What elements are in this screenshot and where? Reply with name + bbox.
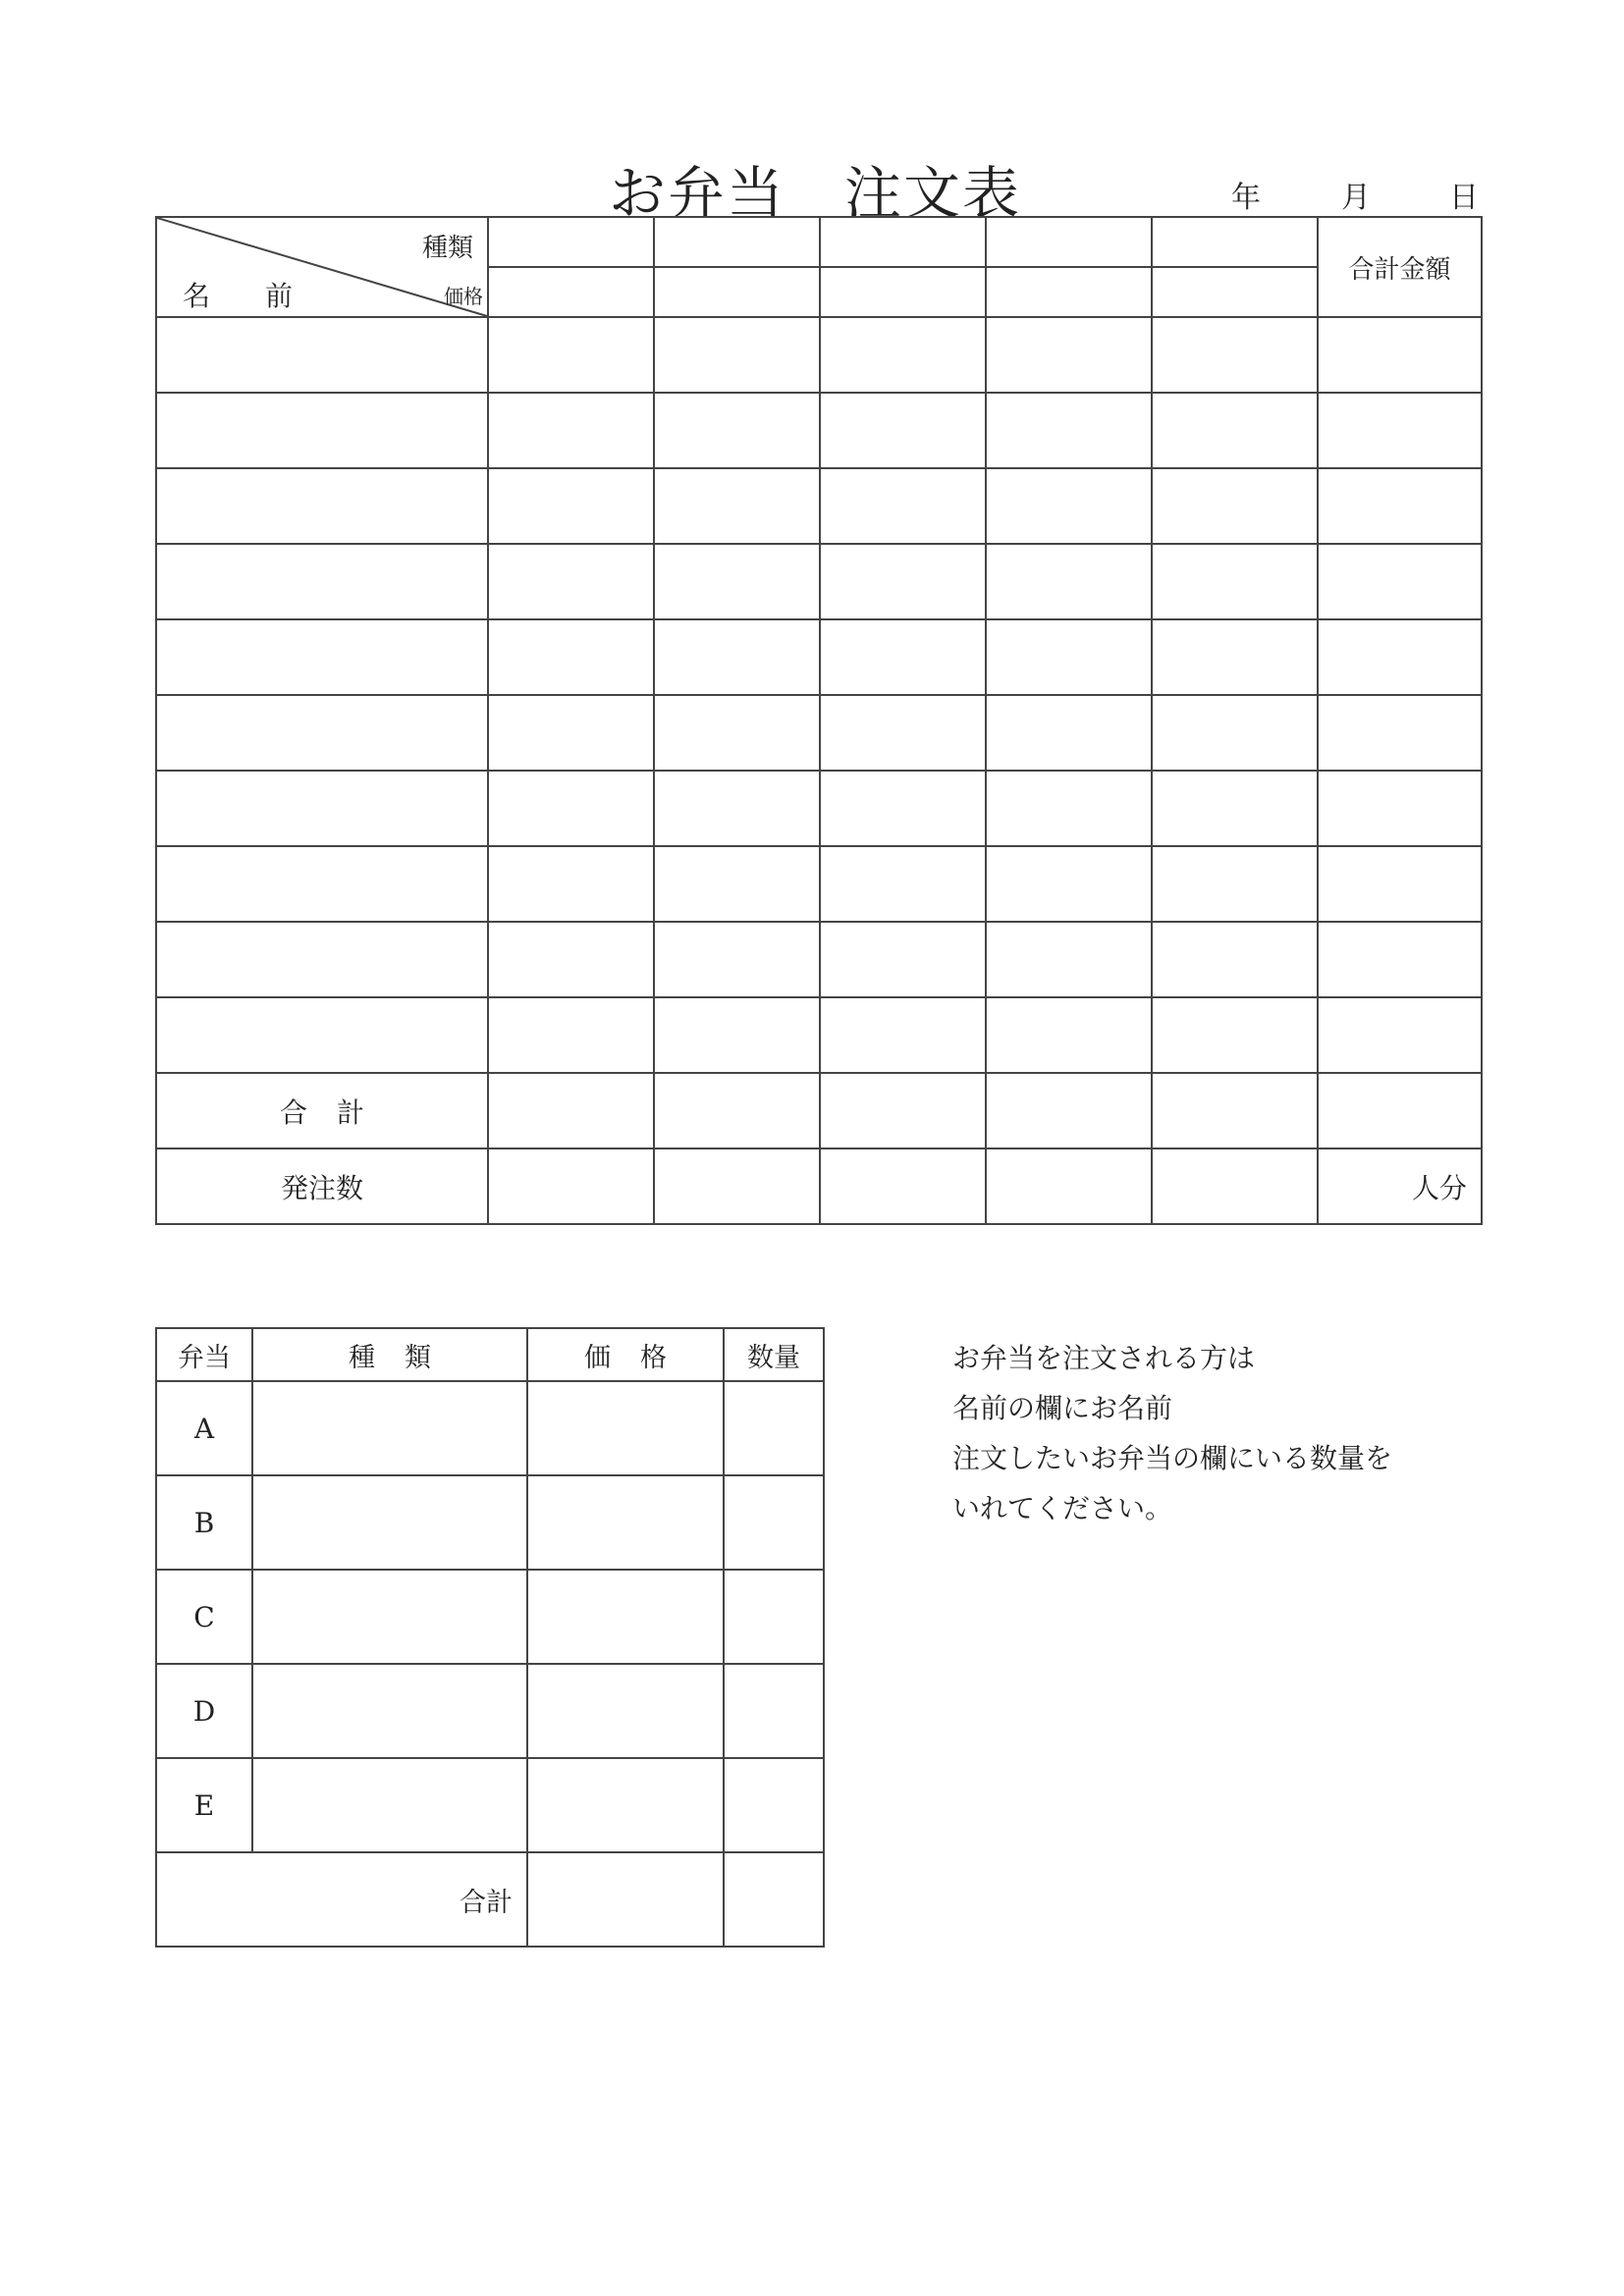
menu-type-cell[interactable] xyxy=(252,1570,527,1664)
order-row xyxy=(156,846,1482,922)
menu-type-cell[interactable] xyxy=(252,1475,527,1570)
date-day-label: 日 xyxy=(1449,181,1479,215)
quantity-cell[interactable] xyxy=(1152,393,1318,468)
quantity-cell[interactable] xyxy=(986,317,1152,393)
menu-header-price: 価格 xyxy=(527,1328,724,1381)
count-cell[interactable] xyxy=(1152,1148,1318,1224)
order-header-row-type xyxy=(156,217,1482,267)
menu-row-letter: C xyxy=(156,1570,252,1664)
name-cell[interactable] xyxy=(156,695,488,771)
order-count-unit: 人分 xyxy=(1318,1148,1482,1224)
quantity-cell[interactable] xyxy=(820,922,986,997)
total-cell[interactable] xyxy=(820,1073,986,1148)
row-total-cell[interactable] xyxy=(1318,771,1482,846)
quantity-cell[interactable] xyxy=(820,619,986,695)
price-cell[interactable] xyxy=(986,267,1152,317)
order-table xyxy=(155,216,1483,1225)
note-line: いれてください。 xyxy=(952,1492,1173,1524)
count-cell[interactable] xyxy=(820,1148,986,1224)
quantity-cell[interactable] xyxy=(1152,468,1318,544)
order-row xyxy=(156,771,1482,846)
corner-name-label: 名前 xyxy=(183,280,349,312)
count-cell[interactable] xyxy=(654,1148,820,1224)
quantity-cell[interactable] xyxy=(654,317,820,393)
corner-type-label: 種類 xyxy=(421,234,473,263)
name-cell[interactable] xyxy=(156,468,488,544)
quantity-cell[interactable] xyxy=(1152,695,1318,771)
menu-row-letter: A xyxy=(156,1381,252,1475)
quantity-cell[interactable] xyxy=(488,393,654,468)
menu-header-bento: 弁当 xyxy=(156,1328,252,1381)
order-row xyxy=(156,619,1482,695)
quantity-cell[interactable] xyxy=(820,317,986,393)
name-cell[interactable] xyxy=(156,544,488,619)
menu-total-label: 合計 xyxy=(156,1852,527,1947)
price-cell[interactable] xyxy=(820,267,986,317)
menu-price-cell[interactable] xyxy=(527,1758,724,1852)
price-cell[interactable] xyxy=(488,267,654,317)
menu-qty-cell[interactable] xyxy=(724,1758,824,1852)
total-cell[interactable] xyxy=(1318,1073,1482,1148)
instruction-note xyxy=(952,1333,1392,1533)
quantity-cell[interactable] xyxy=(820,846,986,922)
quantity-cell[interactable] xyxy=(1152,771,1318,846)
name-cell[interactable] xyxy=(156,317,488,393)
quantity-cell[interactable] xyxy=(488,997,654,1073)
order-row xyxy=(156,468,1482,544)
menu-row xyxy=(156,1381,824,1475)
type-cell[interactable] xyxy=(986,217,1152,267)
quantity-cell[interactable] xyxy=(820,997,986,1073)
type-cell[interactable] xyxy=(820,217,986,267)
price-cell[interactable] xyxy=(1152,267,1318,317)
order-count-label: 発注数 xyxy=(156,1148,488,1224)
order-row xyxy=(156,922,1482,997)
quantity-cell[interactable] xyxy=(820,393,986,468)
type-cell[interactable] xyxy=(654,217,820,267)
row-total-cell[interactable] xyxy=(1318,695,1482,771)
quantity-cell[interactable] xyxy=(654,544,820,619)
row-total-cell[interactable] xyxy=(1318,619,1482,695)
menu-row-letter: B xyxy=(156,1475,252,1570)
row-total-cell[interactable] xyxy=(1318,544,1482,619)
quantity-cell[interactable] xyxy=(488,468,654,544)
quantity-cell[interactable] xyxy=(986,544,1152,619)
menu-row xyxy=(156,1570,824,1664)
menu-qty-cell[interactable] xyxy=(724,1664,824,1758)
quantity-cell[interactable] xyxy=(488,619,654,695)
menu-row-letter: D xyxy=(156,1664,252,1758)
quantity-cell[interactable] xyxy=(654,695,820,771)
quantity-cell[interactable] xyxy=(820,695,986,771)
total-cell[interactable] xyxy=(986,1073,1152,1148)
name-cell[interactable] xyxy=(156,997,488,1073)
menu-price-cell[interactable] xyxy=(527,1475,724,1570)
quantity-cell[interactable] xyxy=(654,846,820,922)
row-total-cell[interactable] xyxy=(1318,846,1482,922)
total-cell[interactable] xyxy=(488,1073,654,1148)
row-total-cell[interactable] xyxy=(1318,468,1482,544)
menu-type-cell[interactable] xyxy=(252,1758,527,1852)
quantity-cell[interactable] xyxy=(654,771,820,846)
menu-price-cell[interactable] xyxy=(527,1381,724,1475)
quantity-cell[interactable] xyxy=(986,997,1152,1073)
menu-header-row xyxy=(156,1328,824,1381)
quantity-cell[interactable] xyxy=(1152,997,1318,1073)
quantity-cell[interactable] xyxy=(986,846,1152,922)
menu-price-cell[interactable] xyxy=(527,1664,724,1758)
quantity-cell[interactable] xyxy=(986,468,1152,544)
menu-qty-cell[interactable] xyxy=(724,1381,824,1475)
quantity-cell[interactable] xyxy=(488,695,654,771)
type-cell[interactable] xyxy=(1152,217,1318,267)
order-row xyxy=(156,317,1482,393)
total-amount-header: 合計金額 xyxy=(1318,217,1482,317)
menu-header-qty: 数量 xyxy=(724,1328,824,1381)
total-cell[interactable] xyxy=(654,1073,820,1148)
note-line: お弁当を注文される方は xyxy=(952,1342,1256,1374)
menu-total-price-cell[interactable] xyxy=(527,1852,724,1947)
price-cell[interactable] xyxy=(654,267,820,317)
count-cell[interactable] xyxy=(986,1148,1152,1224)
row-total-cell[interactable] xyxy=(1318,393,1482,468)
order-row xyxy=(156,544,1482,619)
row-total-cell[interactable] xyxy=(1318,317,1482,393)
type-cell[interactable] xyxy=(488,217,654,267)
quantity-cell[interactable] xyxy=(654,393,820,468)
quantity-cell[interactable] xyxy=(1152,544,1318,619)
note-line: 注文したいお弁当の欄にいる数量を xyxy=(952,1442,1393,1474)
quantity-cell[interactable] xyxy=(1152,922,1318,997)
menu-total-row xyxy=(156,1852,824,1947)
menu-qty-cell[interactable] xyxy=(724,1475,824,1570)
quantity-cell[interactable] xyxy=(986,619,1152,695)
quantity-cell[interactable] xyxy=(654,619,820,695)
name-cell[interactable] xyxy=(156,393,488,468)
corner-price-label: 価格 xyxy=(444,285,483,308)
quantity-cell[interactable] xyxy=(986,771,1152,846)
order-count-row xyxy=(156,1148,1482,1224)
menu-total-qty-cell[interactable] xyxy=(724,1852,824,1947)
quantity-cell[interactable] xyxy=(488,846,654,922)
quantity-cell[interactable] xyxy=(488,922,654,997)
order-total-row xyxy=(156,1073,1482,1148)
name-cell[interactable] xyxy=(156,771,488,846)
order-row xyxy=(156,393,1482,468)
count-cell[interactable] xyxy=(488,1148,654,1224)
total-row-label: 合計 xyxy=(156,1073,488,1148)
menu-row xyxy=(156,1664,824,1758)
quantity-cell[interactable] xyxy=(986,922,1152,997)
date-year-label: 年 xyxy=(1231,181,1261,215)
quantity-cell[interactable] xyxy=(820,468,986,544)
quantity-cell[interactable] xyxy=(488,771,654,846)
menu-type-cell[interactable] xyxy=(252,1381,527,1475)
menu-header-type: 種類 xyxy=(252,1328,527,1381)
quantity-cell[interactable] xyxy=(1152,619,1318,695)
order-row xyxy=(156,695,1482,771)
quantity-cell[interactable] xyxy=(1152,846,1318,922)
name-cell[interactable] xyxy=(156,922,488,997)
order-body xyxy=(156,317,1482,1073)
row-total-cell[interactable] xyxy=(1318,922,1482,997)
quantity-cell[interactable] xyxy=(488,317,654,393)
corner-header-cell xyxy=(156,217,488,317)
page-title: お弁当 注文表 xyxy=(609,160,1022,227)
bento-menu-table xyxy=(155,1327,825,1948)
order-row xyxy=(156,997,1482,1073)
quantity-cell[interactable] xyxy=(820,771,986,846)
quantity-cell[interactable] xyxy=(986,695,1152,771)
quantity-cell[interactable] xyxy=(1152,317,1318,393)
menu-row-letter: E xyxy=(156,1758,252,1852)
quantity-cell[interactable] xyxy=(654,922,820,997)
quantity-cell[interactable] xyxy=(488,544,654,619)
menu-type-cell[interactable] xyxy=(252,1664,527,1758)
name-cell[interactable] xyxy=(156,846,488,922)
menu-qty-cell[interactable] xyxy=(724,1570,824,1664)
quantity-cell[interactable] xyxy=(654,997,820,1073)
name-cell[interactable] xyxy=(156,619,488,695)
total-cell[interactable] xyxy=(1152,1073,1318,1148)
quantity-cell[interactable] xyxy=(820,544,986,619)
quantity-cell[interactable] xyxy=(986,393,1152,468)
menu-price-cell[interactable] xyxy=(527,1570,724,1664)
quantity-cell[interactable] xyxy=(654,468,820,544)
row-total-cell[interactable] xyxy=(1318,997,1482,1073)
menu-row xyxy=(156,1758,824,1852)
date-month-label: 月 xyxy=(1341,181,1371,215)
menu-row xyxy=(156,1475,824,1570)
note-line: 名前の欄にお名前 xyxy=(952,1392,1173,1424)
